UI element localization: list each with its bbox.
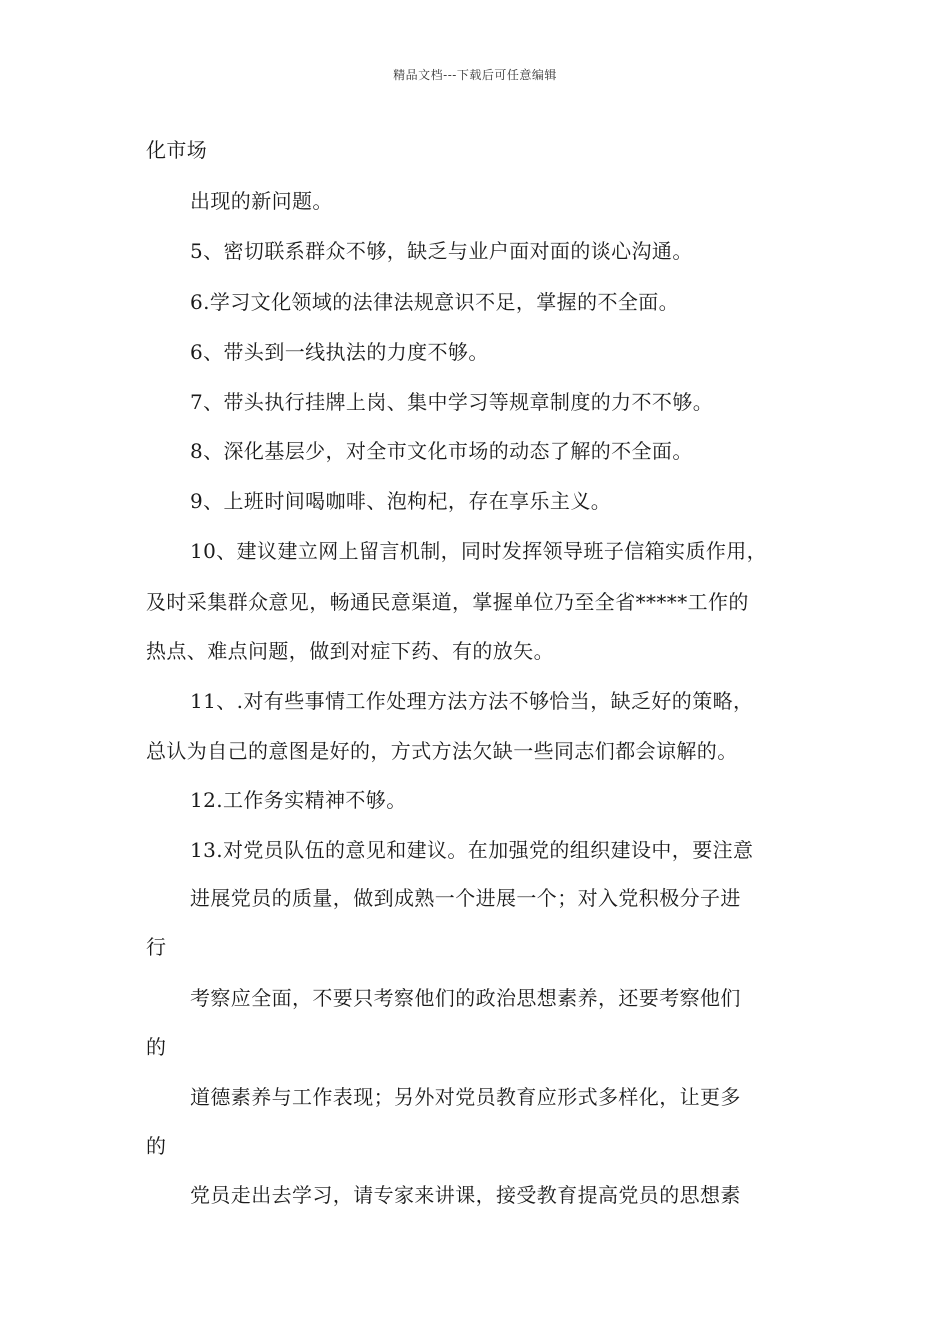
page-header: 精品文档---下载后可任意编辑 [393,68,557,82]
body-text-line: 11、.对有些事情工作处理方法方法不够恰当，缺乏好的策略， [190,689,754,713]
body-text-line: 出现的新问题。 [190,189,333,213]
body-text-line: 党员走出去学习，请专家来讲课，接受教育提高党员的思想素 [190,1183,741,1207]
body-text-line: 进展党员的质量，做到成熟一个进展一个；对入党积极分子进 [190,886,741,910]
body-text-line: 道德素养与工作表现；另外对党员教育应形式多样化，让更多 [190,1085,741,1109]
body-text-line: 6、带头到一线执法的力度不够。 [190,340,489,364]
body-text-line: 行 [146,935,167,959]
body-text-line: 及时采集群众意见，畅通民意渠道，掌握单位乃至全省*****工作的 [146,590,749,614]
body-text-line: 8、深化基层少，对全市文化市场的动态了解的不全面。 [190,439,693,463]
body-text-line: 热点、难点问题，做到对症下药、有的放矢。 [146,639,554,663]
body-text-line: 总认为自己的意图是好的，方式方法欠缺一些同志们都会谅解的。 [146,739,738,763]
body-text-line: 13.对党员队伍的意见和建议。在加强党的组织建设中，要注意 [190,838,754,862]
body-text-line: 9、上班时间喝咖啡、泡枸杞，存在享乐主义。 [190,489,612,513]
body-text-line: 的 [146,1134,167,1158]
body-text-line: 10、建议建立网上留言机制，同时发挥领导班子信箱实质作用， [190,539,768,563]
body-text-line: 化市场 [146,138,208,162]
body-text-line: 7、带头执行挂牌上岗、集中学习等规章制度的力不不够。 [190,390,714,414]
body-text-line: 12.工作务实精神不够。 [190,788,407,812]
body-text-line: 考察应全面，不要只考察他们的政治思想素养，还要考察他们 [190,986,741,1010]
body-text-line: 5、密切联系群众不够，缺乏与业户面对面的谈心沟通。 [190,239,693,263]
body-text-line: 的 [146,1035,167,1059]
body-text-line: 6.学习文化领域的法律法规意识不足，掌握的不全面。 [190,290,680,314]
